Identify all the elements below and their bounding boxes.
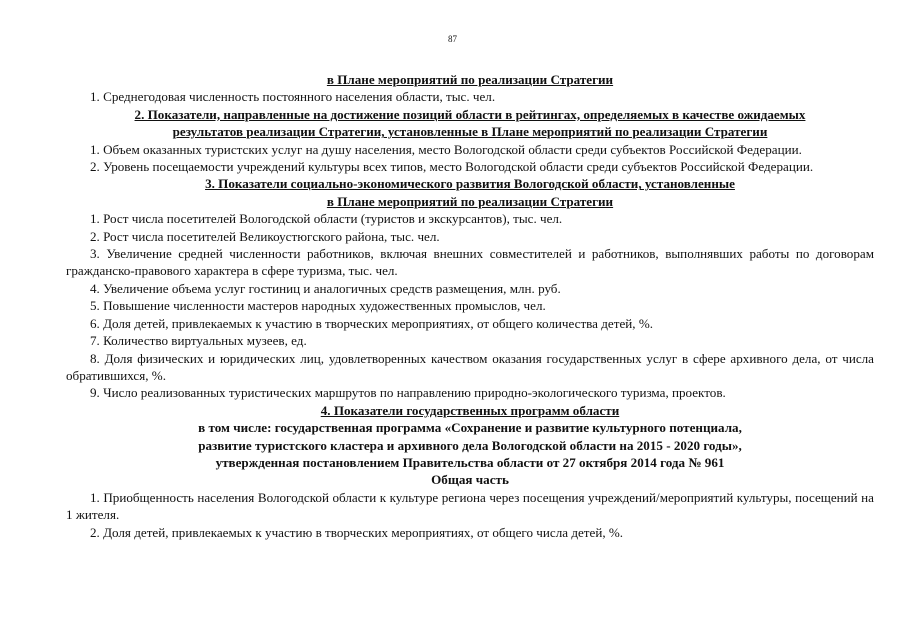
program-title-line-2: развитие туристского кластера и архивного дела Вологодской области на 2015 - 2020 годы», (198, 437, 742, 453)
list-item: 1. Приобщенность населения Вологодской области к культуре региона через посещения учреждений/мероприятий культуры, посещений на 1 жителя. (66, 489, 874, 523)
section-1-heading-tail: в Плане мероприятий по реализации Стратегии (326, 72, 614, 87)
list-item: 6. Доля детей, привлекаемых к участию в творческих мероприятиях, от общего количества детей, %. (90, 315, 653, 331)
list-item: 4. Увеличение объема услуг гостиниц и аналогичных средств размещения, млн. руб. (90, 280, 561, 296)
section-4-heading: 4. Показатели государственных программ области (320, 402, 620, 418)
program-title-line-3: утвержденная постановлением Правительства области от 27 октября 2014 года № 961 (215, 454, 725, 470)
list-item: 2. Доля детей, привлекаемых к участию в творческих мероприятиях, от общего числа детей, %. (90, 524, 624, 540)
program-title-line-1: в том числе: государственная программа «Сохранение и развитие культурного потенциала, (198, 420, 742, 436)
section-3-heading-line-2: в Плане мероприятий по реализации Стратегии (326, 193, 614, 209)
list-item: 7. Количество виртуальных музеев, ед. (90, 333, 307, 349)
document-body (66, 71, 874, 541)
section-3-heading-line-1: 3. Показатели социально-экономического развития Вологодской области, установленные (205, 176, 735, 192)
list-item: 1. Рост числа посетителей Вологодской области (туристов и экскурсантов), тыс. чел. (90, 211, 563, 227)
general-part-heading: Общая часть (431, 472, 509, 488)
list-item: 5. Повышение численности мастеров народных художественных промыслов, чел. (90, 298, 546, 314)
list-item: 1. Объем оказанных туристских услуг на душу населения, место Вологодской области среди субъектов Российской Федерации. (90, 141, 802, 157)
list-item: 1. Среднегодовая численность постоянного населения области, тыс. чел. (90, 89, 496, 105)
list-item: 9. Число реализованных туристических маршрутов по направлению природно-экологического туризма, проектов. (90, 385, 726, 401)
page-number: 87 (448, 34, 457, 44)
list-item: 8. Доля физических и юридических лиц, удовлетворенных качеством оказания государственных услуг в сфере архивного дела, от числа обратившихся, %. (66, 350, 874, 383)
section-2-heading-line-2: результатов реализации Стратегии, установленные в Плане мероприятий по реализации Стратегии (172, 124, 768, 140)
list-item: 2. Уровень посещаемости учреждений культуры всех типов, место Вологодской области среди субъектов Российской Федерации. (90, 159, 814, 175)
list-item: 2. Рост числа посетителей Великоустюгского района, тыс. чел. (90, 228, 440, 244)
list-item: 3. Увеличение средней численности работников, включая внешних совместителей и работников, выполнявших работы по договорам гражданско-правового характера в сфере туризма, тыс. чел. (66, 246, 874, 279)
section-2-heading-line-1: 2. Показатели, направленные на достижение позиций области в рейтингах, определяемых в качестве ожидаемых (134, 106, 806, 122)
